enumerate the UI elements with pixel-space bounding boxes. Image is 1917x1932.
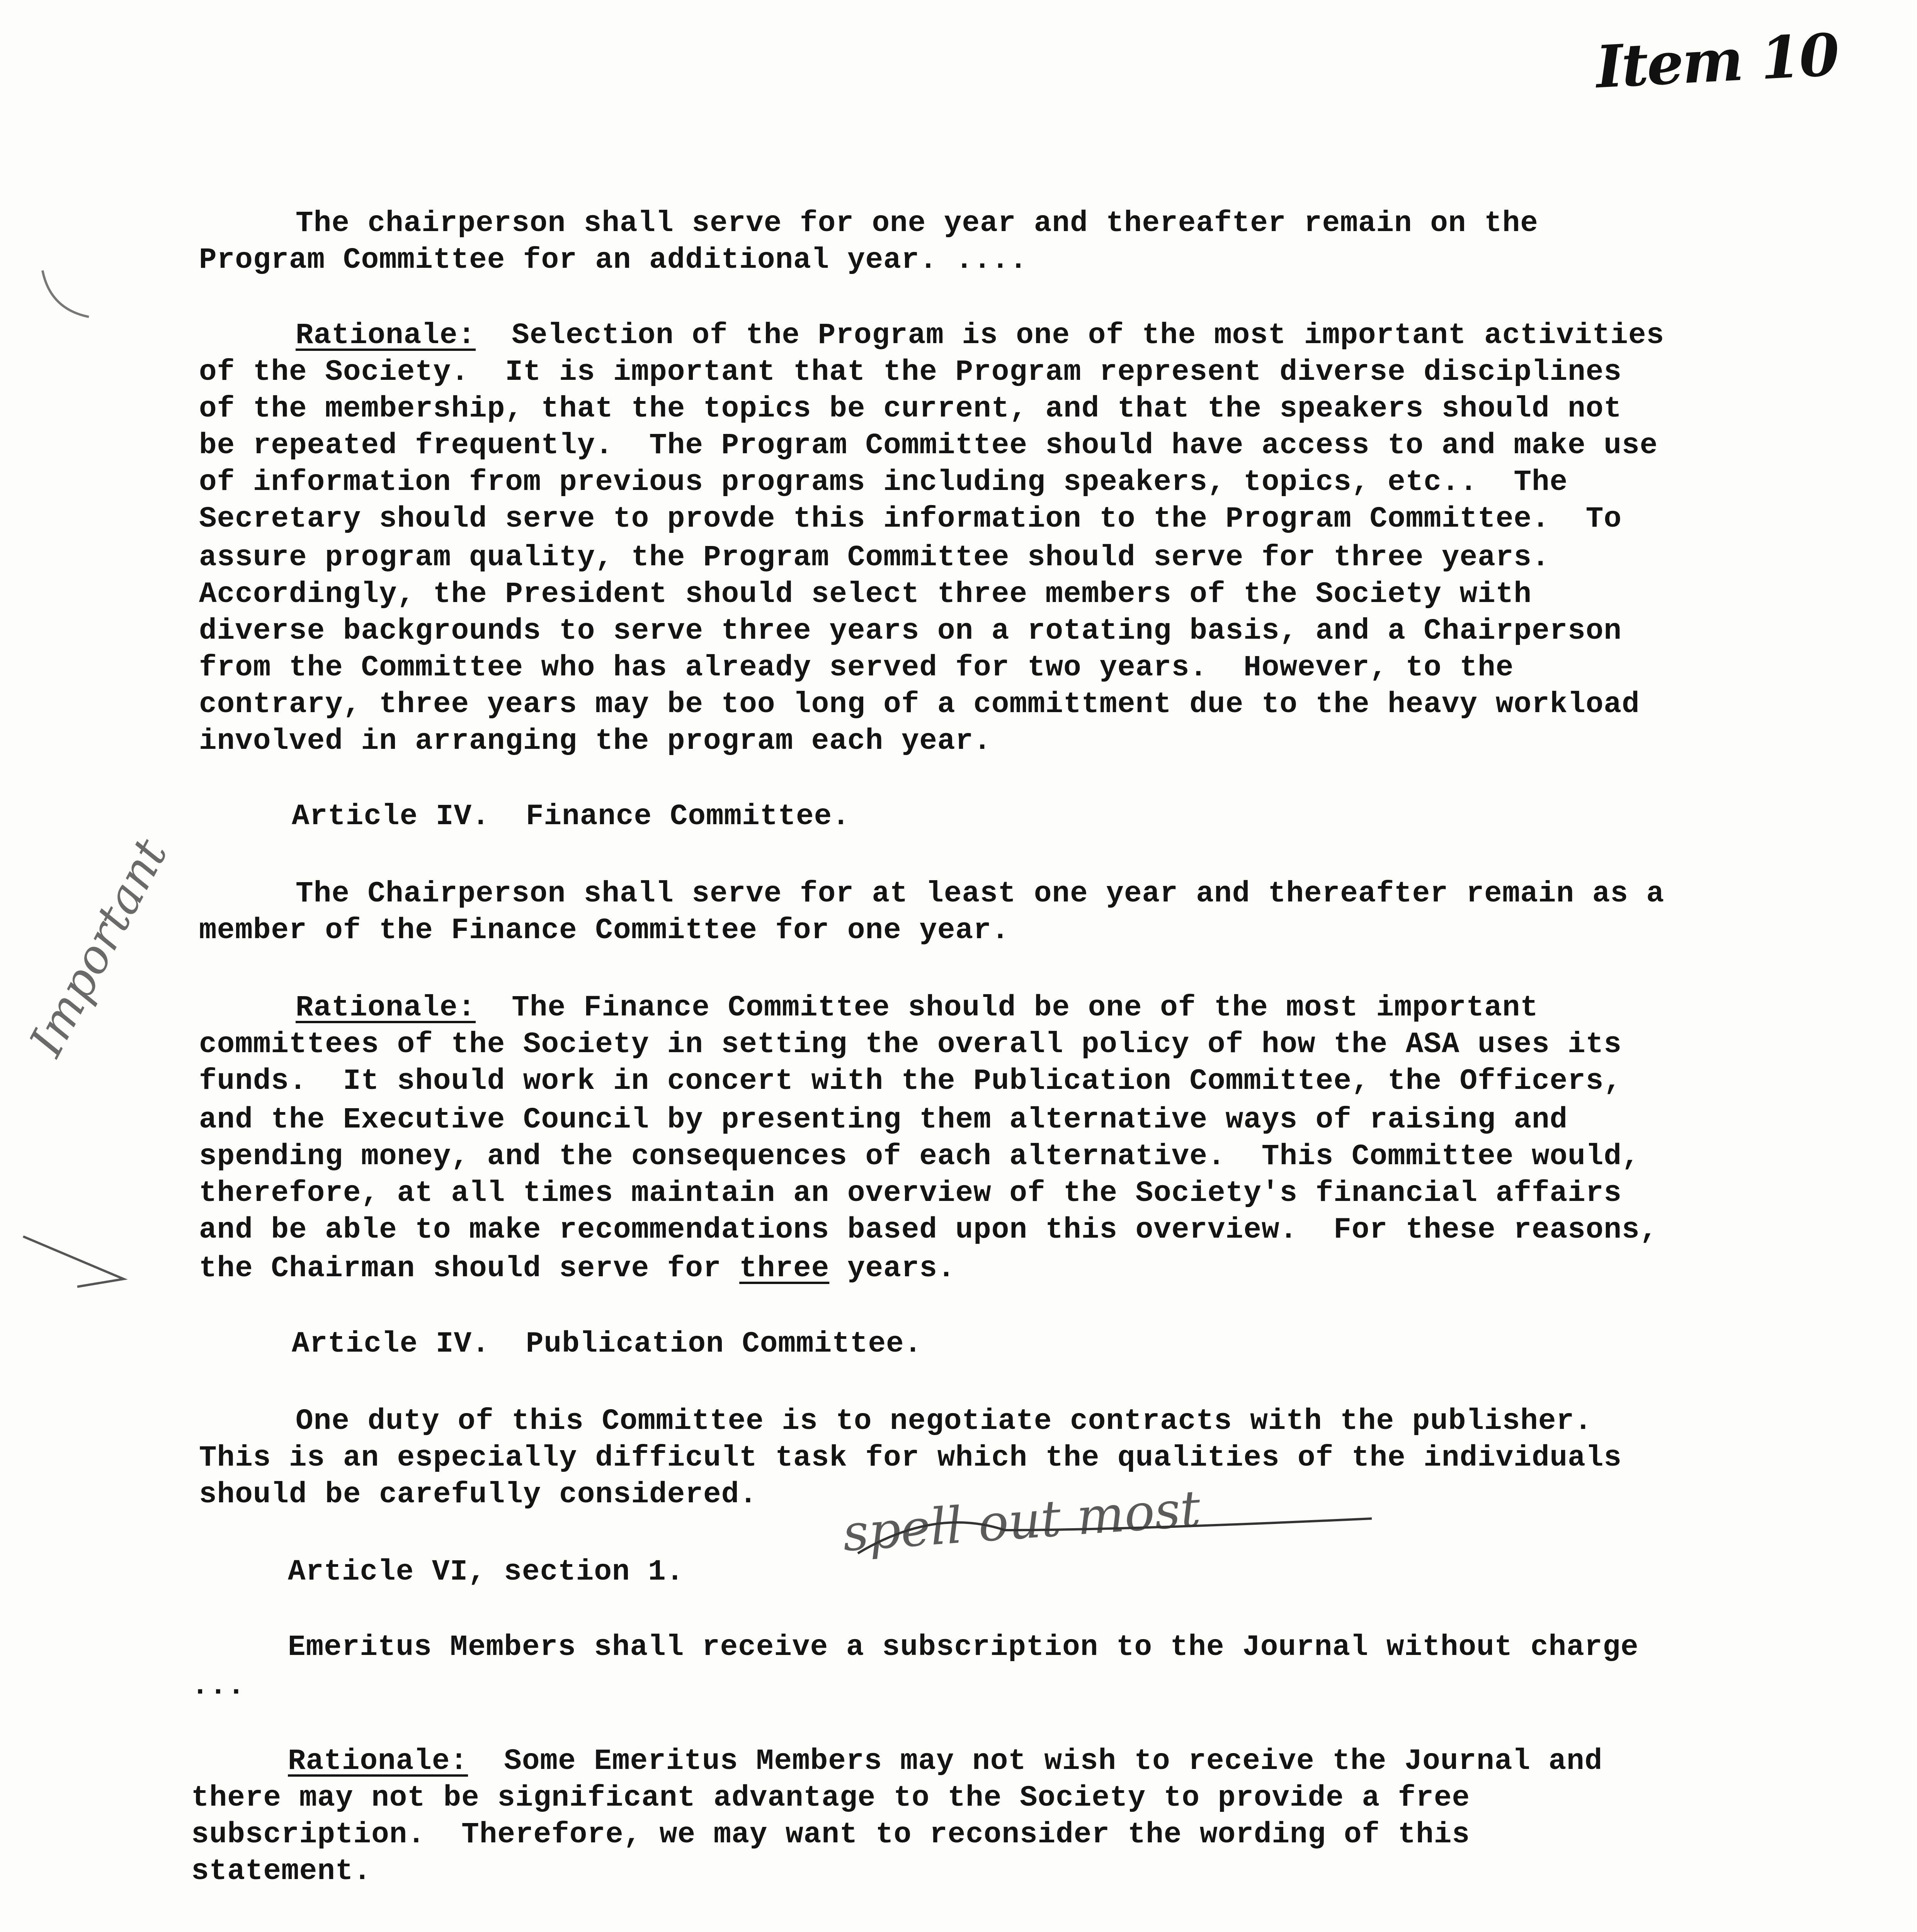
text-line: Accordingly, the President should select three members of the Society with (199, 578, 1532, 611)
section-heading (288, 1930, 504, 1932)
text-span: the Chairman should serve for (199, 1252, 740, 1285)
text-span: Some Emeritus Members may not wish to receive the Journal and (468, 1745, 1603, 1778)
text-span: Selection of the Program is one of the most important activities (476, 319, 1665, 352)
text-line: committees of the Society in setting the overall policy of how the ASA uses its (199, 1028, 1622, 1061)
text-line: should be carefully considered. (199, 1478, 757, 1511)
margin-note-important: Important (19, 830, 178, 1065)
text-line (199, 1250, 956, 1287)
text-span: years. (829, 1252, 956, 1285)
rationale-label: Rationale: (296, 319, 476, 352)
section-heading: Article VI, section 1. (288, 1555, 684, 1588)
section-heading: Article IV. Publication Committee. (292, 1327, 922, 1361)
scribble-spell-out: spell out most (840, 1479, 1203, 1563)
text-line: member of the Finance Committee for one year. (199, 914, 1010, 947)
text-line: be repeated frequently. The Program Committee should have access to and make use (199, 429, 1658, 462)
text-line: contrary, three years may be too long of a committment due to the heavy workload (199, 688, 1640, 721)
text-line: of the membership, that the topics be current, and that the speakers should not (199, 392, 1622, 425)
rationale-label: Rationale: (288, 1745, 468, 1778)
text-line: of information from previous programs including speakers, topics, etc.. The (199, 466, 1568, 499)
section-heading: Article IV. Finance Committee. (292, 800, 850, 833)
underlined-word: three (739, 1252, 830, 1285)
handwritten-item-label: Item 10 (1594, 20, 1840, 102)
text-line: Emeritus Members shall receive a subscription to the Journal without charge (288, 1631, 1639, 1664)
text-line: involved in arranging the program each year. (199, 724, 992, 758)
text-line: The Chairperson shall serve for at least one year and thereafter remain as a (296, 877, 1665, 910)
text-line: Secretary should serve to provde this information to the Program Committee. To (199, 502, 1622, 536)
text-line: Program Committee for an additional year. .... (199, 243, 1027, 277)
rationale-line (288, 1743, 1602, 1780)
text-line: and the Executive Council by presenting them alternative ways of raising and (199, 1103, 1568, 1136)
text-line: statement. (191, 1855, 372, 1888)
text-span: The Finance Committee should be one of the most important (476, 991, 1538, 1024)
rationale-line (296, 317, 1664, 354)
left-margin-curve-1 (43, 270, 89, 317)
text-line: spending money, and the consequences of each alternative. This Committee would, (199, 1140, 1640, 1173)
text-line: funds. It should work in concert with the Publication Committee, the Officers, (199, 1065, 1622, 1098)
text-line: diverse backgrounds to serve three years on a rotating basis, and a Chairperson (199, 614, 1622, 648)
text-line: The chairperson shall serve for one year and thereafter remain on the (296, 207, 1538, 240)
text-line: of the Society. It is important that the Program represent diverse disciplines (199, 355, 1622, 389)
text-line: from the Committee who has already served for two years. However, to the (199, 651, 1514, 684)
rationale-line (296, 989, 1538, 1026)
text-line: therefore, at all times maintain an overview of the Society's financial affairs (199, 1177, 1622, 1210)
rationale-label: Rationale: (296, 991, 476, 1024)
text-line: subscription. Therefore, we may want to reconsider the wording of this (191, 1818, 1470, 1851)
text-line: there may not be significant advantage to the Society to provide a free (191, 1781, 1470, 1815)
left-margin-check (23, 1236, 124, 1287)
text-line: One duty of this Committee is to negotiate contracts with the publisher. (296, 1405, 1592, 1438)
text-line: This is an especially difficult task for which the qualities of the individuals (199, 1441, 1622, 1475)
text-line: assure program quality, the Program Committee should serve for three years. (199, 541, 1550, 574)
text-line: ... (191, 1669, 245, 1702)
text-line: and be able to make recommendations based upon this overview. For these reasons, (199, 1213, 1658, 1247)
